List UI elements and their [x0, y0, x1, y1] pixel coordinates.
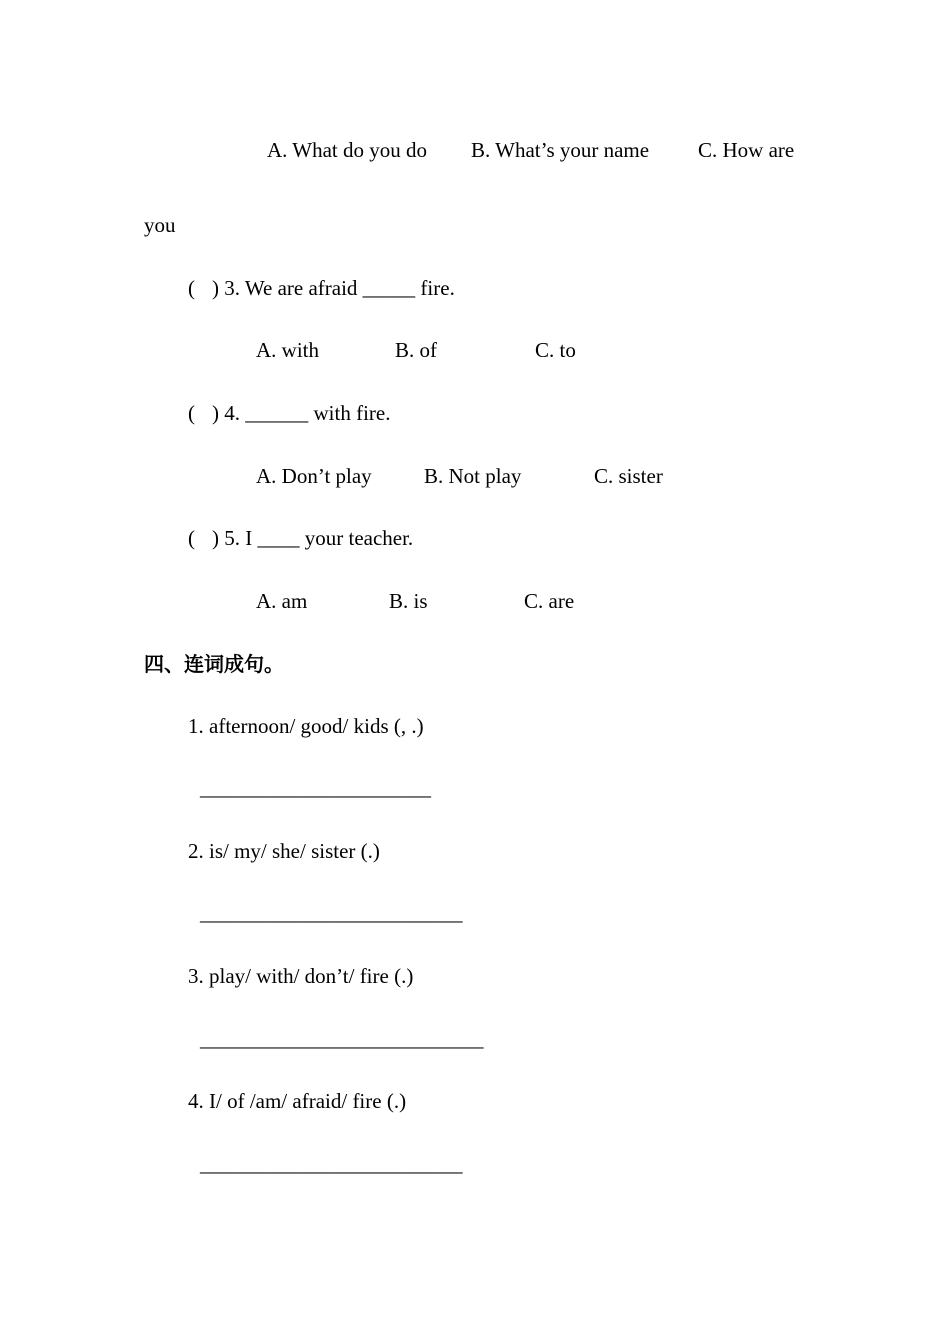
q3-option-c: C. to: [535, 338, 576, 362]
q3-paren: (: [188, 276, 195, 300]
section-4-title: 四、连词成句。: [144, 652, 284, 676]
q2-option-a: A. What do you do: [267, 138, 428, 162]
q5-option-b: B. is: [389, 589, 428, 613]
answer-line-3[interactable]: ___________________________: [200, 1027, 484, 1051]
q5-option-c: C. are: [524, 589, 575, 613]
q5-option-a: A. am: [256, 589, 308, 613]
sentence-prompt-4: 4. I/ of /am/ afraid/ fire (.): [188, 1089, 407, 1113]
q4-option-c: C. sister: [594, 464, 663, 488]
q2-option-c-wrap: you: [144, 213, 176, 237]
q5-paren: (: [188, 526, 195, 550]
answer-line-2[interactable]: _________________________: [200, 901, 463, 925]
answer-line-1[interactable]: ______________________: [200, 776, 431, 800]
q2-option-b: B. What’s your name: [471, 138, 650, 162]
sentence-prompt-2: 2. is/ my/ she/ sister (.): [188, 839, 380, 863]
answer-line-4[interactable]: _________________________: [200, 1152, 463, 1176]
q2-option-c: C. How are: [698, 138, 795, 162]
sentence-prompt-1: 1. afternoon/ good/ kids (, .): [188, 714, 424, 738]
q3-option-b: B. of: [395, 338, 437, 362]
q3-stem: ) 3. We are afraid _____ fire.: [212, 276, 455, 300]
q4-option-b: B. Not play: [424, 464, 522, 488]
q3-option-a: A. with: [256, 338, 319, 362]
q4-option-a: A. Don’t play: [256, 464, 372, 488]
sentence-prompt-3: 3. play/ with/ don’t/ fire (.): [188, 964, 414, 988]
q5-stem: ) 5. I ____ your teacher.: [212, 526, 414, 550]
q4-paren: (: [188, 401, 195, 425]
q4-stem: ) 4. ______ with fire.: [212, 401, 391, 425]
